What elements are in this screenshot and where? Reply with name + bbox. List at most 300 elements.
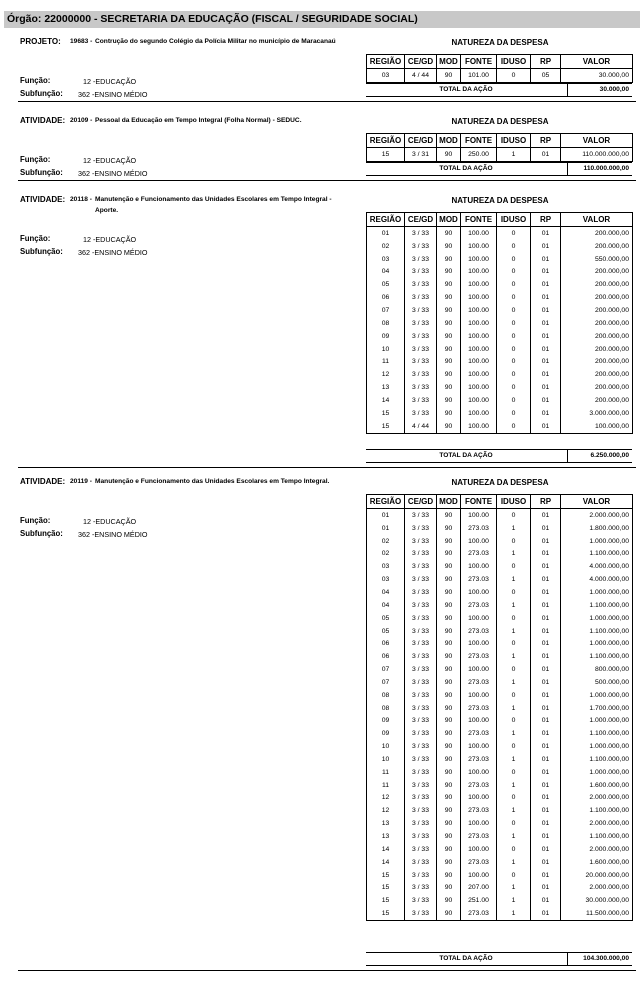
- table-cell: 200.000,00: [561, 317, 633, 330]
- table-cell: 90: [437, 689, 461, 702]
- table-cell: 01: [531, 727, 561, 740]
- table-row: [367, 843, 633, 856]
- table-cell: 100.00: [461, 317, 497, 330]
- table-cell: 0: [497, 843, 531, 856]
- table-cell: 1.100.000,00: [561, 753, 633, 766]
- table-cell: 3 / 33: [405, 779, 437, 792]
- table-row: [367, 830, 633, 843]
- table-cell: 0: [497, 227, 531, 240]
- table-cell: 0: [497, 381, 531, 394]
- table-cell: 04: [367, 586, 405, 599]
- table-row: [367, 689, 633, 702]
- table-cell: 01: [531, 227, 561, 240]
- table-row: [367, 804, 633, 817]
- table-cell: 15: [367, 907, 405, 920]
- table-cell: 3 / 33: [405, 253, 437, 266]
- table-cell: 0: [497, 869, 531, 882]
- table-row: [367, 612, 633, 625]
- table-cell: 4 / 44: [405, 69, 437, 83]
- section-description: Pessoal da Educação em Tempo Integral (Folha Normal) - SEDUC.: [95, 117, 302, 124]
- total-separator: [567, 163, 568, 175]
- table-cell: 04: [367, 266, 405, 279]
- table-cell: 200.000,00: [561, 266, 633, 279]
- table-cell: 90: [437, 253, 461, 266]
- table-cell: 01: [531, 343, 561, 356]
- table-cell: 01: [531, 535, 561, 548]
- table-cell: 3 / 33: [405, 740, 437, 753]
- table-cell: 0: [497, 560, 531, 573]
- table-cell: 10: [367, 343, 405, 356]
- table-cell: 3 / 33: [405, 355, 437, 368]
- table-cell: 500.000,00: [561, 676, 633, 689]
- table-cell: 100.00: [461, 343, 497, 356]
- column-header: IDUSO: [497, 213, 531, 227]
- table-row: [367, 368, 633, 381]
- subfuncao-label: Subfunção:: [20, 247, 63, 256]
- table-row: [367, 304, 633, 317]
- table-cell: 100.00: [461, 420, 497, 433]
- table-cell: 2.000.000,00: [561, 881, 633, 894]
- total-row: [366, 952, 632, 966]
- despesa-table: [366, 494, 633, 921]
- table-cell: 90: [437, 69, 461, 83]
- table-cell: 14: [367, 856, 405, 869]
- table-cell: 90: [437, 240, 461, 253]
- table-cell: 90: [437, 148, 461, 162]
- table-cell: 08: [367, 702, 405, 715]
- section-type-label: ATIVIDADE:: [20, 195, 66, 204]
- table-cell: 01: [531, 548, 561, 561]
- table-cell: 3 / 33: [405, 368, 437, 381]
- table-cell: 05: [367, 278, 405, 291]
- table-row: [367, 522, 633, 535]
- table-cell: 100.00: [461, 535, 497, 548]
- table-cell: 273.03: [461, 522, 497, 535]
- table-cell: 30.000.000,00: [561, 894, 633, 907]
- section-description: Manutenção e Funcionamento das Unidades Escolares em Tempo Integral - Aporte.: [95, 196, 332, 214]
- table-cell: 15: [367, 420, 405, 433]
- table-row: [367, 766, 633, 779]
- table-cell: 273.03: [461, 548, 497, 561]
- despesa-table: [366, 133, 633, 162]
- table-cell: 1.100.000,00: [561, 548, 633, 561]
- table-cell: 01: [531, 394, 561, 407]
- table-cell: 90: [437, 894, 461, 907]
- table-cell: 100.00: [461, 817, 497, 830]
- table-row: [367, 394, 633, 407]
- table-cell: 1.000.000,00: [561, 637, 633, 650]
- column-header: IDUSO: [497, 495, 531, 509]
- table-cell: 90: [437, 727, 461, 740]
- column-header: REGIÃO: [367, 55, 405, 69]
- table-cell: 3 / 33: [405, 650, 437, 663]
- total-separator: [567, 450, 568, 462]
- table-cell: 90: [437, 830, 461, 843]
- natureza-despesa-title: NATUREZA DA DESPESA: [451, 478, 549, 487]
- table-cell: 110.000.000,00: [561, 148, 633, 162]
- table-cell: 90: [437, 394, 461, 407]
- section-code: 20119 -: [70, 478, 92, 485]
- table-cell: 273.03: [461, 779, 497, 792]
- table-cell: 01: [531, 330, 561, 343]
- table-cell: 273.03: [461, 599, 497, 612]
- table-row: [367, 740, 633, 753]
- table-cell: 12: [367, 792, 405, 805]
- table-cell: 100.00: [461, 843, 497, 856]
- table-row: [367, 560, 633, 573]
- table-cell: 90: [437, 676, 461, 689]
- table-cell: 4.000.000,00: [561, 560, 633, 573]
- table-row: [367, 148, 633, 162]
- table-cell: 90: [437, 766, 461, 779]
- table-cell: 1.000.000,00: [561, 535, 633, 548]
- table-cell: 3 / 33: [405, 702, 437, 715]
- table-cell: 0: [497, 266, 531, 279]
- table-cell: 100.00: [461, 355, 497, 368]
- section-type-label: PROJETO:: [20, 37, 61, 46]
- table-cell: 06: [367, 637, 405, 650]
- column-header: FONTE: [461, 213, 497, 227]
- table-row: [367, 702, 633, 715]
- table-cell: 1.000.000,00: [561, 740, 633, 753]
- table-cell: 0: [497, 304, 531, 317]
- table-cell: 04: [367, 599, 405, 612]
- table-cell: 3 / 33: [405, 676, 437, 689]
- table-cell: 3 / 33: [405, 266, 437, 279]
- table-cell: 01: [531, 355, 561, 368]
- column-header: CE/GD: [405, 495, 437, 509]
- table-row: [367, 407, 633, 420]
- table-cell: 90: [437, 317, 461, 330]
- table-cell: 09: [367, 715, 405, 728]
- table-cell: 0: [497, 394, 531, 407]
- total-row: [366, 83, 632, 97]
- table-cell: 01: [531, 586, 561, 599]
- table-row: [367, 727, 633, 740]
- table-cell: 100.000,00: [561, 420, 633, 433]
- table-cell: 07: [367, 304, 405, 317]
- table-cell: 90: [437, 612, 461, 625]
- table-cell: 0: [497, 420, 531, 433]
- table-cell: 273.03: [461, 907, 497, 920]
- table-cell: 0: [497, 317, 531, 330]
- table-cell: 01: [531, 278, 561, 291]
- table-cell: 273.03: [461, 702, 497, 715]
- table-cell: 3 / 33: [405, 625, 437, 638]
- table-cell: 2.000.000,00: [561, 817, 633, 830]
- table-cell: 0: [497, 715, 531, 728]
- table-cell: 11: [367, 779, 405, 792]
- table-row: [367, 291, 633, 304]
- section-type-label: ATIVIDADE:: [20, 477, 66, 486]
- table-cell: 90: [437, 817, 461, 830]
- table-cell: 3 / 33: [405, 637, 437, 650]
- table-row: [367, 548, 633, 561]
- table-cell: 90: [437, 573, 461, 586]
- table-cell: 90: [437, 522, 461, 535]
- table-cell: 14: [367, 394, 405, 407]
- table-cell: 01: [531, 869, 561, 882]
- table-row: [367, 227, 633, 240]
- table-cell: 3 / 33: [405, 330, 437, 343]
- table-cell: 15: [367, 148, 405, 162]
- subfuncao-value: 362 -ENSINO MÉDIO: [78, 90, 148, 99]
- column-header: REGIÃO: [367, 134, 405, 148]
- table-cell: 90: [437, 343, 461, 356]
- table-cell: 90: [437, 407, 461, 420]
- table-cell: 02: [367, 240, 405, 253]
- section-code: 19683 -: [70, 38, 93, 45]
- table-cell: 3 / 33: [405, 548, 437, 561]
- table-cell: 100.00: [461, 740, 497, 753]
- table-cell: 01: [531, 420, 561, 433]
- column-header: RP: [531, 213, 561, 227]
- section-divider: [18, 180, 636, 181]
- table-cell: 01: [531, 907, 561, 920]
- table-cell: 3 / 33: [405, 663, 437, 676]
- table-cell: 273.03: [461, 753, 497, 766]
- total-label: TOTAL DA AÇÃO: [439, 85, 493, 93]
- funcao-label: Função:: [20, 155, 51, 164]
- table-cell: 3 / 33: [405, 599, 437, 612]
- subfuncao-value: 362 -ENSINO MÉDIO: [78, 530, 148, 539]
- table-cell: 90: [437, 330, 461, 343]
- table-cell: 09: [367, 727, 405, 740]
- subfuncao-label: Subfunção:: [20, 529, 63, 538]
- table-cell: 3 / 33: [405, 715, 437, 728]
- table-row: [367, 381, 633, 394]
- table-header-row: [367, 55, 633, 69]
- table-cell: 100.00: [461, 278, 497, 291]
- table-cell: 1.600.000,00: [561, 856, 633, 869]
- table-cell: 11: [367, 766, 405, 779]
- section-divider: [18, 467, 636, 468]
- table-cell: 200.000,00: [561, 381, 633, 394]
- table-cell: 90: [437, 702, 461, 715]
- total-label: TOTAL DA AÇÃO: [439, 955, 493, 963]
- table-cell: 3 / 33: [405, 804, 437, 817]
- table-cell: 273.03: [461, 625, 497, 638]
- table-cell: 01: [531, 702, 561, 715]
- table-cell: 273.03: [461, 804, 497, 817]
- table-cell: 90: [437, 792, 461, 805]
- table-cell: 02: [367, 548, 405, 561]
- funcao-value: 12 -EDUCAÇÃO: [83, 77, 137, 86]
- table-row: [367, 317, 633, 330]
- table-cell: 100.00: [461, 330, 497, 343]
- table-cell: 1.000.000,00: [561, 715, 633, 728]
- table-cell: 01: [531, 317, 561, 330]
- column-header: MOD: [437, 55, 461, 69]
- table-cell: 20.000.000,00: [561, 869, 633, 882]
- table-cell: 0: [497, 343, 531, 356]
- table-cell: 01: [531, 715, 561, 728]
- column-header: FONTE: [461, 134, 497, 148]
- table-cell: 3 / 33: [405, 227, 437, 240]
- table-cell: 01: [531, 766, 561, 779]
- table-cell: 800.000,00: [561, 663, 633, 676]
- table-cell: 3 / 33: [405, 753, 437, 766]
- table-cell: 100.00: [461, 560, 497, 573]
- funcao-value: 12 -EDUCAÇÃO: [83, 235, 137, 244]
- table-cell: 3 / 33: [405, 894, 437, 907]
- table-cell: 200.000,00: [561, 304, 633, 317]
- table-cell: 01: [531, 560, 561, 573]
- table-cell: 90: [437, 907, 461, 920]
- table-cell: 2.000.000,00: [561, 509, 633, 522]
- funcao-label: Função:: [20, 234, 51, 243]
- column-header: VALOR: [561, 213, 633, 227]
- table-cell: 01: [531, 148, 561, 162]
- table-cell: 1: [497, 522, 531, 535]
- table-cell: 100.00: [461, 227, 497, 240]
- table-cell: 01: [531, 650, 561, 663]
- table-row: [367, 343, 633, 356]
- section-divider: [18, 970, 636, 971]
- table-cell: 08: [367, 689, 405, 702]
- column-header: VALOR: [561, 134, 633, 148]
- table-cell: 01: [367, 522, 405, 535]
- table-cell: 01: [531, 894, 561, 907]
- table-cell: 0: [497, 278, 531, 291]
- table-cell: 1.600.000,00: [561, 779, 633, 792]
- table-cell: 100.00: [461, 509, 497, 522]
- table-cell: 01: [367, 509, 405, 522]
- table-cell: 0: [497, 586, 531, 599]
- subfuncao-label: Subfunção:: [20, 89, 63, 98]
- table-cell: 1.000.000,00: [561, 586, 633, 599]
- table-cell: 273.03: [461, 573, 497, 586]
- table-cell: 0: [497, 368, 531, 381]
- table-cell: 01: [531, 792, 561, 805]
- total-value: 110.000.000,00: [583, 164, 629, 172]
- table-cell: 30.000,00: [561, 69, 633, 83]
- column-header: CE/GD: [405, 213, 437, 227]
- table-cell: 05: [367, 625, 405, 638]
- table-cell: 1: [497, 702, 531, 715]
- table-cell: 3 / 33: [405, 304, 437, 317]
- table-cell: 90: [437, 753, 461, 766]
- table-cell: 13: [367, 381, 405, 394]
- table-row: [367, 663, 633, 676]
- table-cell: 207.00: [461, 881, 497, 894]
- table-header-row: [367, 495, 633, 509]
- table-cell: 90: [437, 625, 461, 638]
- table-row: [367, 266, 633, 279]
- table-cell: 100.00: [461, 689, 497, 702]
- table-cell: 0: [497, 407, 531, 420]
- table-row: [367, 573, 633, 586]
- table-cell: 3 / 33: [405, 843, 437, 856]
- table-cell: 90: [437, 804, 461, 817]
- table-cell: 01: [531, 830, 561, 843]
- table-cell: 0: [497, 355, 531, 368]
- table-cell: 3 / 33: [405, 381, 437, 394]
- orgao-header: Órgão: 22000000 - SECRETARIA DA EDUCAÇÃO (FISCAL / SEGURIDADE SOCIAL): [4, 11, 640, 28]
- table-cell: 01: [531, 240, 561, 253]
- table-cell: 03: [367, 253, 405, 266]
- table-cell: 1: [497, 881, 531, 894]
- table-cell: 200.000,00: [561, 355, 633, 368]
- table-row: [367, 253, 633, 266]
- table-cell: 12: [367, 368, 405, 381]
- table-cell: 1.100.000,00: [561, 727, 633, 740]
- table-cell: 2.000.000,00: [561, 843, 633, 856]
- table-cell: 90: [437, 227, 461, 240]
- table-cell: 273.03: [461, 856, 497, 869]
- table-cell: 1: [497, 907, 531, 920]
- table-cell: 3 / 31: [405, 148, 437, 162]
- table-cell: 3 / 33: [405, 522, 437, 535]
- table-row: [367, 535, 633, 548]
- table-cell: 90: [437, 368, 461, 381]
- table-cell: 10: [367, 740, 405, 753]
- table-cell: 15: [367, 881, 405, 894]
- table-cell: 0: [497, 663, 531, 676]
- table-cell: 01: [531, 856, 561, 869]
- table-cell: 90: [437, 355, 461, 368]
- table-cell: 01: [531, 753, 561, 766]
- table-cell: 3 / 33: [405, 317, 437, 330]
- table-cell: 100.00: [461, 663, 497, 676]
- table-cell: 01: [531, 817, 561, 830]
- table-cell: 1.100.000,00: [561, 599, 633, 612]
- total-value: 104.300.000,00: [583, 955, 629, 963]
- table-cell: 06: [367, 650, 405, 663]
- section-code: 20118 -: [70, 196, 92, 203]
- table-cell: 01: [531, 625, 561, 638]
- table-cell: 05: [367, 612, 405, 625]
- table-cell: 90: [437, 548, 461, 561]
- table-cell: 90: [437, 291, 461, 304]
- table-cell: 3 / 33: [405, 881, 437, 894]
- table-cell: 01: [531, 663, 561, 676]
- table-cell: 100.00: [461, 637, 497, 650]
- total-label: TOTAL DA AÇÃO: [439, 164, 493, 172]
- table-cell: 3 / 33: [405, 907, 437, 920]
- column-header: MOD: [437, 134, 461, 148]
- table-cell: 90: [437, 637, 461, 650]
- table-cell: 3 / 33: [405, 407, 437, 420]
- table-cell: 0: [497, 637, 531, 650]
- table-cell: 0: [497, 330, 531, 343]
- table-cell: 100.00: [461, 291, 497, 304]
- table-cell: 3 / 33: [405, 817, 437, 830]
- table-cell: 0: [497, 69, 531, 83]
- table-cell: 01: [531, 304, 561, 317]
- table-cell: 100.00: [461, 586, 497, 599]
- table-cell: 15: [367, 407, 405, 420]
- column-header: IDUSO: [497, 55, 531, 69]
- table-cell: 100.00: [461, 792, 497, 805]
- table-row: [367, 599, 633, 612]
- table-cell: 13: [367, 817, 405, 830]
- table-cell: 0: [497, 792, 531, 805]
- table-cell: 1: [497, 650, 531, 663]
- table-cell: 2.000.000,00: [561, 792, 633, 805]
- table-cell: 4 / 44: [405, 420, 437, 433]
- table-cell: 0: [497, 253, 531, 266]
- table-cell: 550.000,00: [561, 253, 633, 266]
- table-cell: 11: [367, 355, 405, 368]
- table-cell: 90: [437, 843, 461, 856]
- table-cell: 0: [497, 817, 531, 830]
- total-label: TOTAL DA AÇÃO: [439, 451, 493, 459]
- table-cell: 01: [531, 368, 561, 381]
- table-cell: 07: [367, 676, 405, 689]
- table-cell: 1: [497, 625, 531, 638]
- total-value: 6.250.000,00: [590, 451, 629, 459]
